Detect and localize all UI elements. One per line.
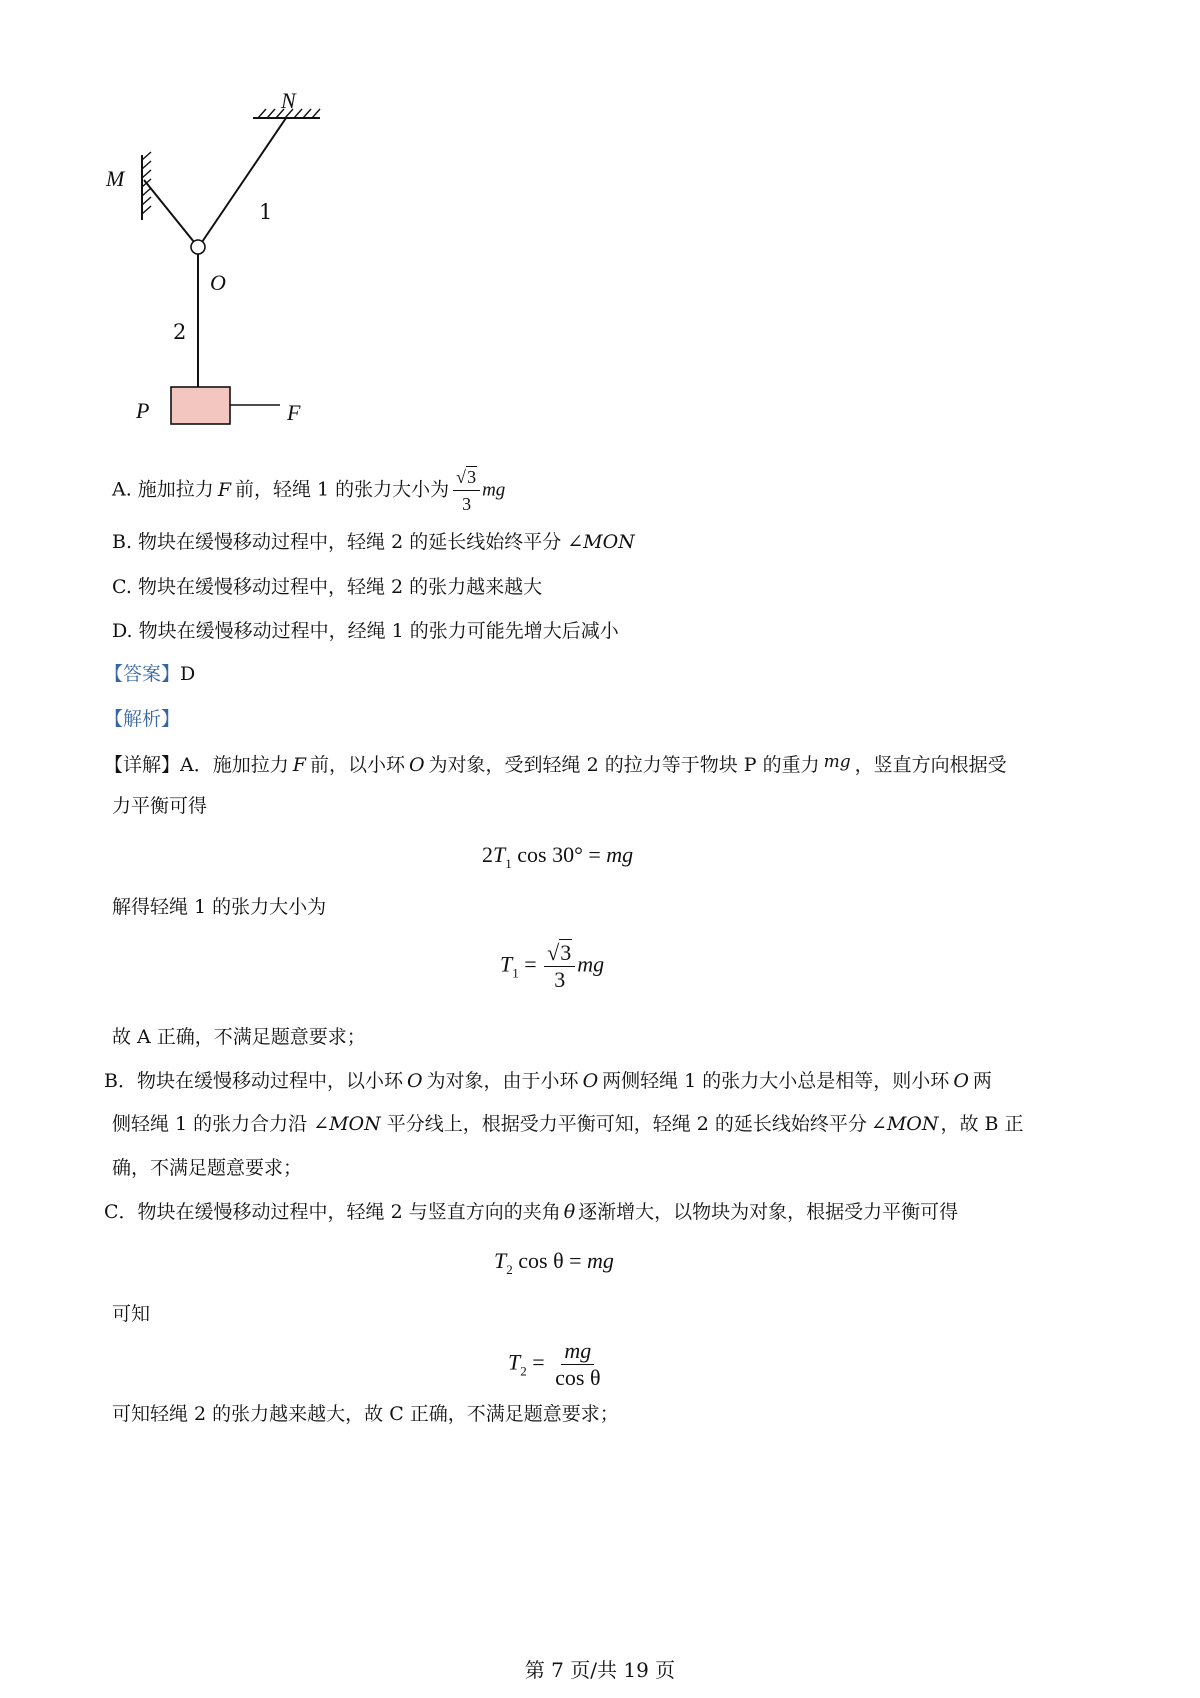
equation-1: $2T_1$ cos 30° = mg: [482, 842, 634, 871]
detail-line-5: B．物块在缓慢移动过程中，以小环 O 为对象，由于小环 O 两侧轻绳 1 的张力大小总是相等，则小环 O 两: [104, 1070, 992, 1092]
option-a: A. 施加拉力 F 前，轻绳 1 的张力大小为 $\frac{√3}{3}$ mg: [112, 464, 505, 517]
page-footer: 第 7 页/共 19 页: [524, 1658, 676, 1682]
label-rope-2: 2: [173, 320, 187, 344]
detail-line-9: 可知: [112, 1303, 151, 1325]
detail-line-7: 确，不满足题意要求；: [112, 1157, 303, 1179]
option-b: B. 物块在缓慢移动过程中，轻绳 2 的延长线始终平分 ∠MON: [112, 531, 635, 553]
rope-1-left: [144, 180, 194, 242]
detail-line-1: 【详解】A．施加拉力 F 前，以小环 O 为对象，受到轻绳 2 的拉力等于物块 P 的重力 mg ，竖直方向根据受: [104, 752, 1007, 776]
equation-4: $T_2$ = $\frac{mg}{\text{cos θ}}$: [508, 1338, 601, 1390]
rope-1-right: [202, 118, 286, 242]
label-n: N: [281, 88, 296, 113]
block-p: [171, 387, 230, 424]
detail-line-6: 侧轻绳 1 的张力合力沿 ∠MON 平分线上，根据受力平衡可知，轻绳 2 的延长线始终平分 ∠MON ，故 B 正: [112, 1113, 1024, 1135]
answer-line: 【答案】D: [104, 663, 196, 685]
detail-line-3: 解得轻绳 1 的张力大小为: [112, 896, 327, 918]
label-p: P: [136, 398, 150, 423]
label-o: O: [210, 270, 226, 295]
analysis-label: 【解析】: [104, 708, 181, 730]
option-c: C. 物块在缓慢移动过程中，轻绳 2 的张力越来越大: [112, 576, 543, 598]
detail-line-4: 故 A 正确，不满足题意要求；: [112, 1026, 366, 1048]
equation-2: $T_1$ = $\frac{√3}{3}$ mg: [500, 940, 605, 992]
label-m: M: [106, 166, 125, 191]
physics-figure: [100, 85, 340, 445]
detail-line-8: C．物块在缓慢移动过程中，轻绳 2 与竖直方向的夹角 θ 逐渐增大，以物块为对象，根据受力平衡可得: [104, 1201, 959, 1223]
option-d: D. 物块在缓慢移动过程中，经绳 1 的张力可能先增大后减小: [112, 620, 619, 642]
ring-o: [191, 240, 205, 254]
label-f: F: [287, 400, 301, 425]
label-rope-1: 1: [259, 200, 273, 224]
detail-line-10: 可知轻绳 2 的张力越来越大，故 C 正确，不满足题意要求；: [112, 1403, 619, 1425]
equation-3: $T_2$ cos θ = mg: [494, 1248, 614, 1277]
detail-line-2: 力平衡可得: [112, 795, 208, 817]
